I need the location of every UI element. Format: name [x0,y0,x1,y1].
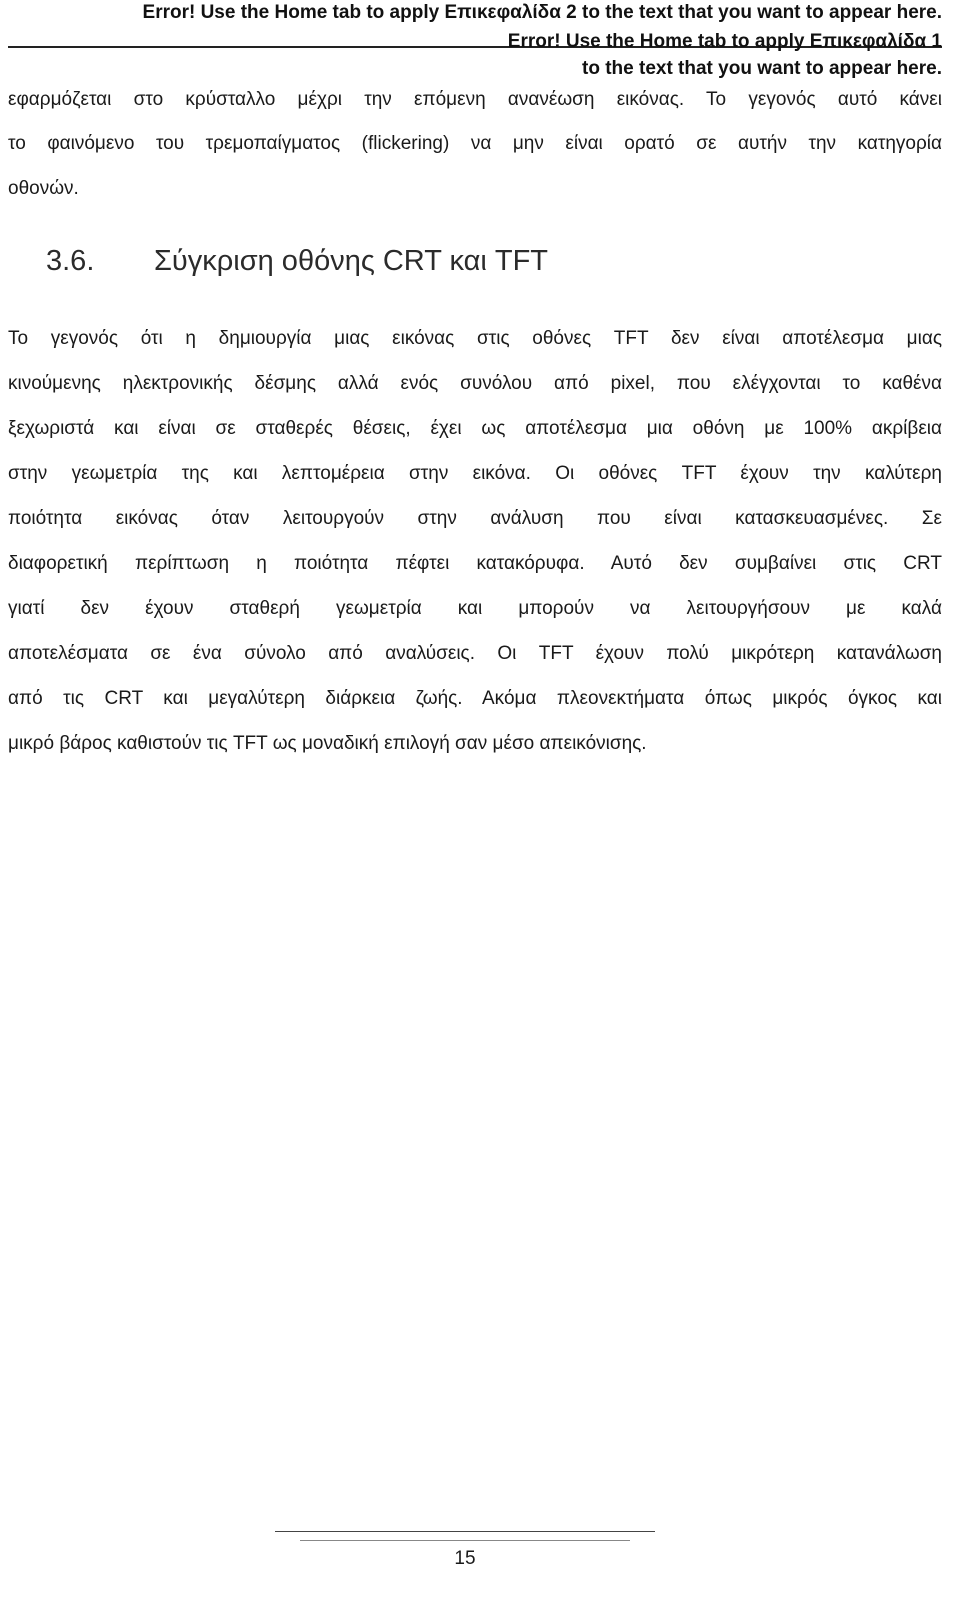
page-number: 15 [454,1548,476,1569]
intro-paragraph-line: εφαρμόζεται στο κρύσταλλο μέχρι την επόμενη ανανέωση εικόνας. Το γεγονός αυτό κάνει [8,89,942,110]
body-paragraph-line: ποιότητα εικόνας όταν λειτουργούν στην ανάλυση που είναι κατασκευασμένες. Σε [8,508,942,529]
running-header-line-2: Error! Use the Home tab to apply Επικεφαλίδα 1 [507,31,942,52]
body-paragraph-line: διαφορετική περίπτωση η ποιότητα πέφτει κατακόρυφα. Αυτό δεν συμβαίνει στις CRT [8,553,942,574]
intro-paragraph-line: οθονών. [8,178,79,199]
running-header-line-1: Error! Use the Home tab to apply Επικεφαλίδα 2 to the text that you want to appear here. [142,2,942,23]
section-title: Σύγκριση οθόνης CRT και TFT [154,245,549,277]
body-paragraph-line: στην γεωμετρία της και λεπτομέρεια στην εικόνα. Οι οθόνες TFT έχουν την καλύτερη [8,463,942,484]
section-heading [46,243,548,279]
footer-rule [300,1540,630,1541]
body-paragraph-line: αποτελέσματα σε ένα σύνολο από αναλύσεις. Οι TFT έχουν πολύ μικρότερη κατανάλωση [8,643,942,664]
footer-rule [275,1531,655,1532]
intro-paragraph-line: το φαινόμενο του τρεμοπαίγματος (flickering) να μην είναι ορατό σε αυτήν την κατηγορία [8,133,942,154]
body-paragraph-line: Το γεγονός ότι η δημιουργία μιας εικόνας στις οθόνες TFT δεν είναι αποτέλεσμα μιας [8,328,942,349]
body-paragraph-line: ξεχωριστά και είναι σε σταθερές θέσεις, έχει ως αποτέλεσμα μια οθόνη με 100% ακρίβεια [8,418,942,439]
section-number: 3.6. [46,245,95,277]
body-paragraph-line: κινούμενης ηλεκτρονικής δέσμης αλλά ενός συνόλου από pixel, που ελέγχονται το καθένα [8,373,942,394]
body-paragraph-line: μικρό βάρος καθιστούν τις TFT ως μοναδική επιλογή σαν μέσο απεικόνισης. [8,733,647,754]
body-paragraph-line: γιατί δεν έχουν σταθερή γεωμετρία και μπορούν να λειτουργήσουν με καλά [8,598,942,619]
body-paragraph-line: από τις CRT και μεγαλύτερη διάρκεια ζωής. Ακόμα πλεονεκτήματα όπως μικρός όγκος και [8,688,942,709]
running-header-line-3: to the text that you want to appear here. [582,58,942,79]
